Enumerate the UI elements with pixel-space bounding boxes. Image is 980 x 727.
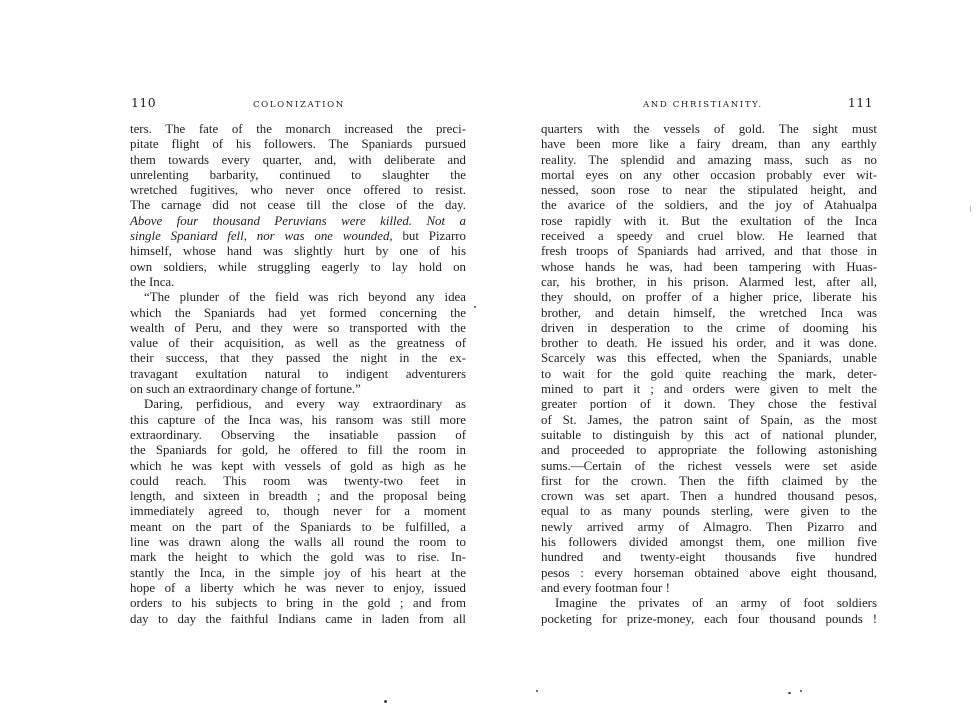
left-running-head: COLONIZATION [253,100,345,110]
text-line: to wait for the gold quite reaching the mark, deter- [541,366,877,381]
quote-paragraph-start: “The plunder of the field was rich beyond any idea [144,290,466,305]
text-line: unrelenting barbarity, continued to slaughter the [130,167,466,182]
text-line-italic [130,214,466,229]
text-line: the Inca. [130,274,175,289]
text-line: and proceeded to appropriate the following astonishing [541,443,877,458]
text-line: value of their acquisition, as well as the greatness of [130,336,466,351]
text-line: on such an extraordinary change of fortune.” [130,382,361,397]
text-line: newly arrived army of Almagro. Then Pizarro and [541,519,877,534]
left-page-body [130,122,466,627]
text-line: and every footman four ! [541,580,670,595]
text-line: quarters with the vessels of gold. The sight must [541,122,877,136]
text-line: equal to as many pounds sterling, were given to the [541,504,877,519]
text-line: the avarice of the soldiers, and the joy of Atahualpa [541,198,877,213]
right-page-header [541,96,877,110]
text-line: orders to his subjects to bring in the gold ; and from [130,596,466,611]
text-line: line was drawn along the walls all round the room to [130,535,466,550]
text-line: own soldiers, while struggling eagerly to lay hold on [130,259,466,274]
text-line: which he was kept with vessels of gold as high as he [130,458,466,473]
italic-text: single Spaniard fell, nor was one wounded, [130,229,393,244]
text-line: brother, and detain himself, the wretched Inca was [541,305,877,320]
text-line: length, and sixteen in breadth ; and the proposal being [130,489,466,504]
text-line: extraordinary. Observing the insatiable passion of [130,427,466,442]
text-line: their success, that they passed the night in the ex- [130,351,466,366]
scan-speck [384,700,387,703]
text-line: immediately agreed to, though never for a moment [130,504,466,519]
text-line: his followers divided amongst them, one million five [541,535,877,550]
right-page [541,96,877,627]
text-line: have been more like a fairy dream, than any earthly [541,137,877,152]
text-line: hundred and twenty-eight thousands five hundred [541,550,877,565]
text-line: reality. The splendid and amazing mass, such as no [541,152,877,167]
text-line: them towards every quarter, and, with deliberate and [130,152,466,167]
text-line: crown was set apart. Then a hundred thousand pesos, [541,489,877,504]
text-line: The carnage did not cease till the close of the day. [130,198,466,213]
text-line: which the Spaniards had yet formed concerning the [130,305,466,320]
scan-speck [970,206,971,212]
text-line: hope of a liberty which he was never to enjoy, issued [130,580,466,595]
text-line: mortal eyes on any other occasion probably ever wit- [541,167,877,182]
text-fragment: but Pizarro [402,229,466,244]
text-line-mixed [130,229,466,244]
text-line: first for the crown. Then the fifth claimed by the [541,473,877,488]
text-line: rose rapidly with it. But the exultation of the Inca [541,213,877,228]
text-line: brother to death. He issued his order, and it was done. [541,336,877,351]
text-line: this capture of the Inca was, his ransom was still more [130,412,466,427]
text-line: fresh troops of Spaniards had arrived, and that those in [541,244,877,259]
text-line: himself, whose hand was slightly hurt by one of his [130,244,466,259]
left-page-header [130,96,466,110]
text-line: sums.—Certain of the richest vessels were set aside [541,458,877,473]
text-line: greater portion of it down. They chose the festival [541,397,877,412]
text-line: suitable to distinguish by this act of national plunder, [541,427,877,442]
right-running-head: AND CHRISTIANITY. [643,100,763,110]
text-line: stantly the Inca, in the simple joy of his heart at the [130,565,466,580]
text-line: of St. James, the patron saint of Spain, as the most [541,412,877,427]
paragraph-start: Daring, perfidious, and every way extraordinary as [144,397,466,412]
text-line: pocketing for prize-money, each four thousand pounds ! [541,611,877,626]
right-page-body [541,122,877,627]
text-line: could reach. This room was twenty-two feet in [130,473,466,488]
scan-speck [536,690,538,692]
text-line: nessed, soon rose to near the stipulated height, and [541,183,877,198]
text-line: whose hands he was, had been tampering with Huas- [541,259,877,274]
text-line: wretched fugitives, who never once offered to resist. [130,183,466,198]
text-line: Scarcely was this effected, when the Spaniards, unable [541,351,877,366]
text-line: mark the height to which the gold was to rise. In- [130,550,466,565]
text-line: driven in desperation to the crime of dooming his [541,320,877,335]
left-page-number: 110 [131,95,157,110]
text-line: meant on the part of the Spaniards to be fulfilled, a [130,519,466,534]
text-line: pesos : every horseman obtained above eight thousand, [541,565,877,580]
text-line: car, his brother, in his prison. Alarmed lest, after all, [541,274,877,289]
text-line: ters. The fate of the monarch increased the preci- [130,122,466,136]
text-line: travagant exultation natural to indigent adventurers [130,366,466,381]
italic-text: Above four thousand Peruvians were killed. Not a [130,213,466,228]
scan-speck [474,306,476,308]
paragraph-start: Imagine the privates of an army of foot soldiers [555,596,877,611]
left-page [130,96,466,627]
text-line: mined to part it ; and orders were given to melt the [541,382,877,397]
text-line: day to day the faithful Indians came in laden from all [130,611,466,626]
text-line: they should, on proffer of a higher price, liberate his [541,290,877,305]
text-line: wealth of Peru, and they were so transported with the [130,320,466,335]
scan-speck [800,690,802,692]
text-line: pitate flight of his followers. The Spaniards pursued [130,137,466,152]
text-line: received a speedy and cruel blow. He learned that [541,229,877,244]
scan-speck [788,692,791,694]
text-line: the Spaniards for gold, he offered to fill the room in [130,443,466,458]
right-page-number: 111 [847,95,873,110]
